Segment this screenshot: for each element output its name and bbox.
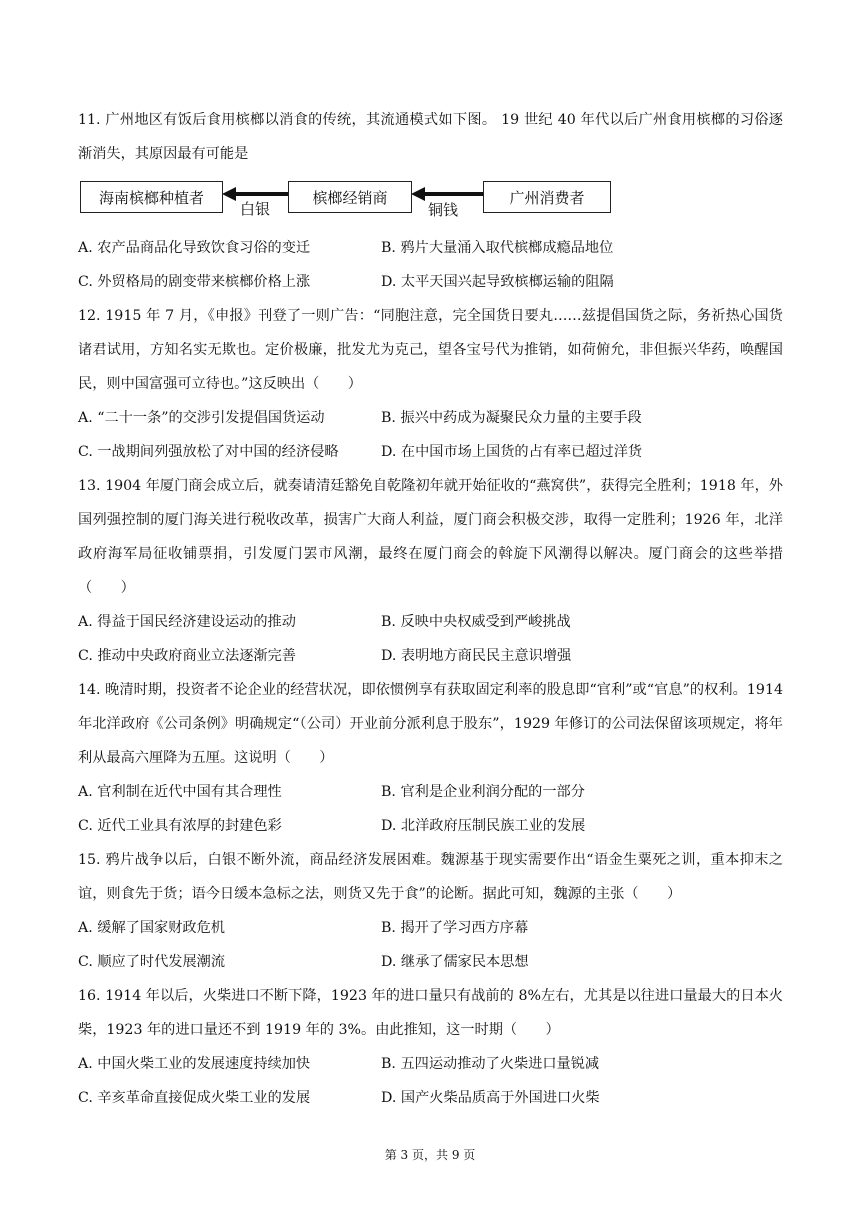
option-b: B. 鸦片大量涌入取代槟榔成瘾品地位 (381, 240, 614, 256)
node-hainan-growers: 海南槟榔种植者 (80, 181, 223, 213)
option-c: C. 外贸格局的剧变带来槟榔价格上涨 (78, 274, 311, 290)
option-d: D. 在中国市场上国货的占有率已超过洋货 (381, 444, 643, 460)
option-d: D. 太平天国兴起导致槟榔运输的阻隔 (381, 274, 614, 290)
option-a: A. 缓解了国家财政危机 (78, 920, 225, 936)
option-a: A. 得益于国民经济建设运动的推动 (78, 614, 296, 630)
question-13-options (78, 605, 783, 639)
option-d: D. 北洋政府压制民族工业的发展 (381, 818, 586, 834)
edge-label-copper: 铜钱 (428, 201, 459, 219)
question-12-stem: 12. 1915 年 7 月，《申报》刊登了一则广告：“同胞注意，完全国货日要丸……兹提倡国货之际，务祈热心国货诸君试用，方知名实无欺也。定价极廉，批发尤为克己，望各宝号代为推销，如荷俯允，非但振兴华药，唤醒国民，则中国富强可立待也。”这反映出（ ） (78, 308, 783, 392)
option-b: B. 反映中央权威受到严峻挑战 (381, 614, 571, 630)
option-c: C. 推动中央政府商业立法逐渐完善 (78, 648, 296, 664)
option-c: C. 近代工业具有浓厚的封建色彩 (78, 818, 282, 834)
question-14-stem: 14. 晚清时期，投资者不论企业的经营状况，即依惯例享有获取固定利率的股息即“官利”或“官息”的权利。1914 年北洋政府《公司条例》明确规定“（公司）开业前分派利息于股东”，1929 年修订的公司法保留该项规定，将年利从最高六厘降为五厘。这说明（ ） (78, 682, 783, 766)
question-15-options (78, 911, 783, 945)
question-11-options (78, 265, 783, 299)
option-d: D. 表明地方商民民主意识增强 (381, 648, 572, 664)
flow-diagram (78, 171, 783, 231)
option-b: B. 五四运动推动了火柴进口量锐减 (381, 1056, 600, 1072)
node-guangzhou-consumers: 广州消费者 (483, 181, 611, 213)
option-d: D. 国产火柴品质高于外国进口火柴 (381, 1090, 600, 1106)
option-a: A. 中国火柴工业的发展速度持续加快 (78, 1056, 311, 1072)
option-d: D. 继承了儒家民本思想 (381, 954, 529, 970)
page-content (78, 103, 783, 1115)
question-13-stem: 13. 1904 年厦门商会成立后，就奏请清廷豁免自乾隆初年就开始征收的“燕窝供”，获得完全胜利；1918 年，外国列强控制的厦门海关进行税收改革，损害广大商人利益，厦门商会积极交涉，取得一定胜利；1926 年，北洋政府海军局征收铺票捐，引发厦门罢市风潮，最终在厦门商会的斡旋下风潮得以解决。厦门商会的这些举措（ ） (78, 478, 783, 596)
page-footer: 第 3 页，共 9 页 (384, 1148, 476, 1162)
question-14-options (78, 775, 783, 809)
question-12-options (78, 435, 783, 469)
option-b: B. 官利是企业利润分配的一部分 (381, 784, 585, 800)
edge-label-silver: 白银 (240, 200, 271, 218)
question-12-options (78, 401, 783, 435)
option-c: C. 顺应了时代发展潮流 (78, 954, 226, 970)
option-b: B. 振兴中药成为凝聚民众力量的主要手段 (381, 410, 642, 426)
question-15-stem: 15. 鸦片战争以后，白银不断外流，商品经济发展困难。魏源基于现实需要作出“语金生粟死之训，重本抑末之谊，则食先于货；语今日缓本急标之法，则货又先于食”的论断。据此可知，魏源的主张（ ） (78, 852, 783, 902)
question-15-options (78, 945, 783, 979)
option-a: A. 农产品商品化导致饮食习俗的变迁 (78, 240, 311, 256)
question-14-options (78, 809, 783, 843)
question-11-stem: 11. 广州地区有饭后食用槟榔以消食的传统，其流通模式如下图。 19 世纪 40 年代以后广州食用槟榔的习俗逐渐消失，其原因最有可能是 (78, 112, 783, 162)
option-c: C. 辛亥革命直接促成火柴工业的发展 (78, 1090, 311, 1106)
option-c: C. 一战期间列强放松了对中国的经济侵略 (78, 444, 339, 460)
question-13-options (78, 639, 783, 673)
question-16-stem: 16. 1914 年以后，火柴进口不断下降，1923 年的进口量只有战前的 8%左右，尤其是以往进口量最大的日本火柴，1923 年的进口量还不到 1919 年的 3%。由此推知，这一时期（ ） (78, 988, 783, 1038)
option-a: A. “二十一条”的交涉引发提倡国货运动 (78, 410, 325, 426)
question-16-options (78, 1047, 783, 1081)
option-b: B. 揭开了学习西方序幕 (381, 920, 529, 936)
option-a: A. 官利制在近代中国有其合理性 (78, 784, 282, 800)
question-16-options (78, 1081, 783, 1115)
question-11-options (78, 231, 783, 265)
node-betel-dealer: 槟榔经销商 (288, 181, 412, 213)
